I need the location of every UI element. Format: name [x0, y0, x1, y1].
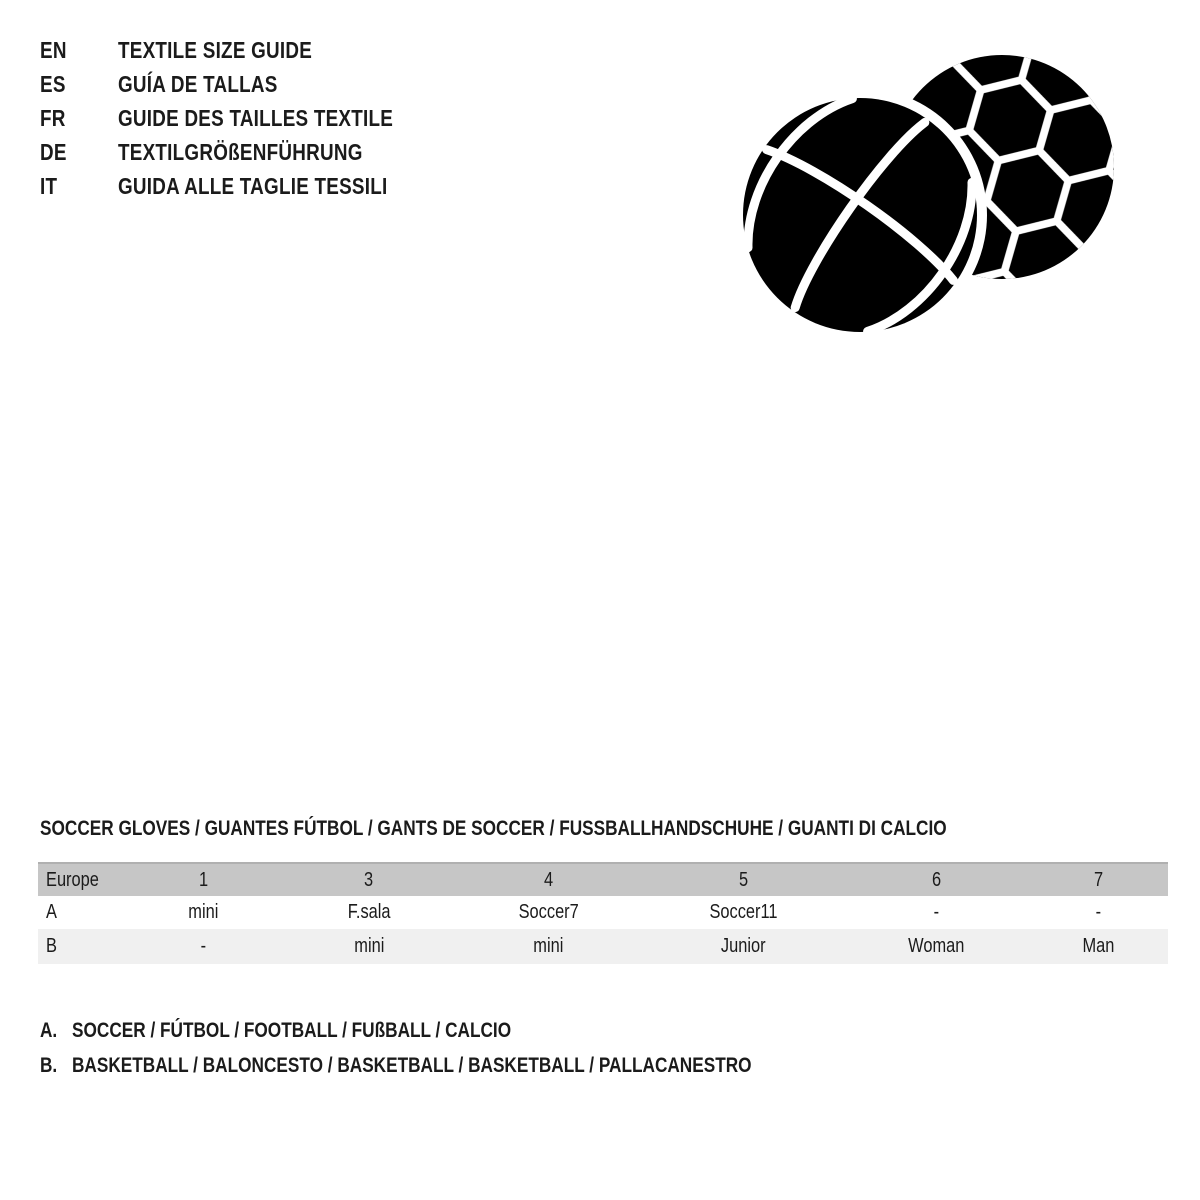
table-cell: Man [1029, 929, 1168, 964]
table-title: SOCCER GLOVES / GUANTES FÚTBOL / GANTS DE SOCCER / FUSSBALLHANDSCHUHE / GUANTI DI CALCIO [40, 817, 947, 840]
table-header-cell: 6 [844, 863, 1029, 896]
legend-key-a: A. [40, 1018, 58, 1042]
table-cell: - [1029, 896, 1168, 929]
legend-label-b: BASKETBALL / BALONCESTO / BASKETBALL / BASKETBALL / PALLACANESTRO [72, 1053, 752, 1077]
size-table [38, 862, 1168, 964]
table-cell: Junior [644, 929, 844, 964]
guide-title-de: TEXTILGRÖßENFÜHRUNG [118, 138, 363, 165]
table-cell: mini [454, 929, 644, 964]
language-row-de [40, 135, 454, 169]
table-cell: Soccer11 [644, 896, 844, 929]
legend-item-a [40, 1013, 901, 1048]
row-label: A [38, 896, 123, 929]
language-row-es [40, 67, 454, 101]
guide-title-fr: GUIDE DES TAILLES TEXTILE [118, 104, 394, 131]
table-cell: mini [284, 929, 453, 964]
table-header-cell: 4 [454, 863, 644, 896]
table-header-cell: 7 [1029, 863, 1168, 896]
table-header-cell: Europe [38, 863, 123, 896]
language-code: ES [40, 70, 66, 97]
guide-title-it: GUIDA ALLE TAGLIE TESSILI [118, 172, 388, 199]
table-header-cell: 3 [284, 863, 453, 896]
table-header-row [38, 863, 1168, 896]
table-row-b [38, 929, 1168, 964]
legend-label-a: SOCCER / FÚTBOL / FOOTBALL / FUßBALL / CALCIO [72, 1018, 512, 1042]
language-code: DE [40, 138, 67, 165]
language-row-en [40, 33, 454, 67]
balls-illustration [730, 40, 1130, 350]
table-cell: Woman [844, 929, 1029, 964]
row-label: B [38, 929, 123, 964]
table-cell: - [123, 929, 285, 964]
language-row-it [40, 169, 454, 203]
language-code: EN [40, 36, 67, 63]
legend-item-b [40, 1048, 901, 1083]
language-code: FR [40, 104, 66, 131]
guide-title-es: GUÍA DE TALLAS [118, 70, 278, 97]
table-cell: Soccer7 [454, 896, 644, 929]
legend-key-b: B. [40, 1053, 58, 1077]
legend [40, 1013, 901, 1083]
table-row-a [38, 896, 1168, 929]
guide-title-en: TEXTILE SIZE GUIDE [118, 36, 313, 63]
table-cell: F.sala [284, 896, 453, 929]
table-cell: mini [123, 896, 285, 929]
language-title-list [40, 33, 454, 203]
table-header-cell: 1 [123, 863, 285, 896]
table-header-cell: 5 [644, 863, 844, 896]
language-code: IT [40, 172, 58, 199]
table-cell: - [844, 896, 1029, 929]
language-row-fr [40, 101, 454, 135]
